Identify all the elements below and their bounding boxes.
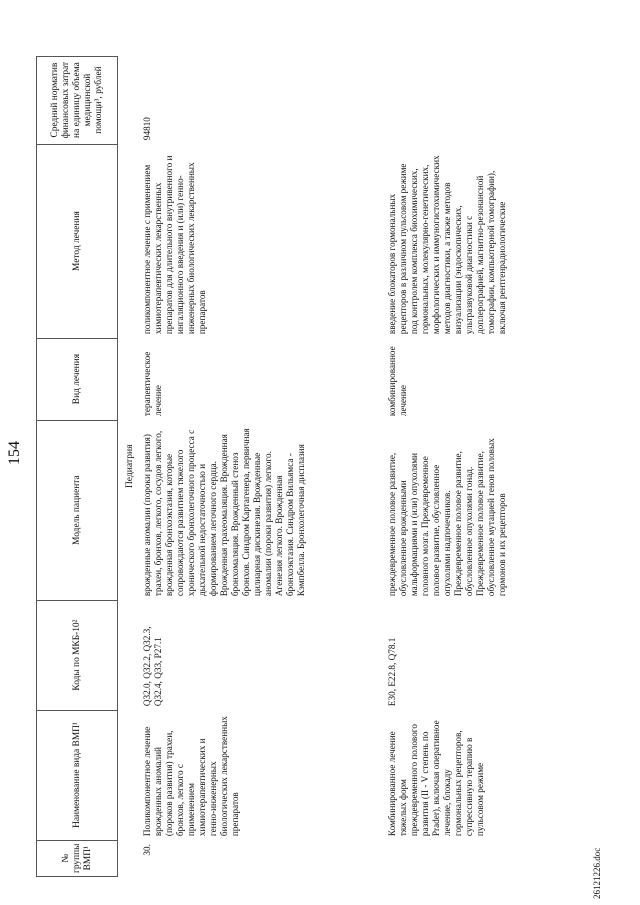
table-row: [139, 56, 385, 876]
cell-patient-model: преждевременное половое развитие, обусловленное врожденными мальформациями и (или) опухолями головного мозга. Преждевременное половое развитие, обусловленное опухолями надпочечников. Преждевременное половое развитие, обусловленное опухолями гонад. Преждевременное половое развитие, обусловленное мутацией генов половых гормонов и их рецепторов: [387, 438, 507, 597]
document-file-id: 26121226.doc: [592, 847, 602, 899]
header-treatment-kind: Вид лечения: [37, 338, 118, 420]
cell-cost-norm: [385, 56, 511, 144]
cell-patient-model: врожденные аномалии (пороки развития) трахеи, бронхов, легкого, сосудов легкого, врожденная бронхоэктазия, которые сопровождаются развитием тяжелого хронического бронхолегочного процесса с дыхательной недостаточностью и формированием легочного сердца. Врожденная трахеомаляция. Врожденная бронхомаляция. Врожденный стеноз бронхов. Синдром Картагенера, первичная цилиарная дискинезия. Врожденные аномалии (пороки развития) легкого. Агенезия легкого. Врожденная бронхоэктазия. Синдром Вильямса - Кэмпбелла. Бронхолегочная дисплазия: [142, 428, 306, 597]
cell-treatment-method: поликомпонентное лечение с применением химиотерапевтических лекарственных препаратов для длительного внутривенного и ингаляционного введения и (или) генно-инженерных биологических лекарственных препаратов: [142, 155, 207, 335]
header-icd-codes: Коды по МКБ-10²: [37, 600, 118, 710]
header-treatment-method: Метод лечения: [37, 144, 118, 338]
header-group-number: № группы ВМП¹: [37, 840, 118, 876]
cell-vmp-name: Комбинированное лечение тяжелых форм преждевременного полового развития (II - V степень по Prader), включая оперативное лечение, блокаду гормональных рецепторов, супрессивную терапию в пульсовом режиме: [387, 720, 485, 837]
table-row: [385, 56, 511, 876]
header-cost-norm: Средний норматив финансовых затрат на единицу объема медицинской помощи³, рублей: [37, 56, 118, 144]
page-number: 154: [6, 441, 23, 465]
cell-treatment-kind: комбинированное лечение: [387, 346, 408, 417]
table-header-row: [37, 56, 118, 876]
cell-group-number: [385, 840, 511, 876]
header-patient-model: Модель пациента: [37, 420, 118, 600]
cell-icd-codes: E30, E22.8, Q78.1: [387, 637, 397, 707]
section-title: Педиатрия: [124, 444, 135, 489]
header-vmp-name: Наименование вида ВМП¹: [37, 710, 118, 840]
section-row: [118, 56, 140, 876]
cell-treatment-method: введение блокаторов гормональных рецепторов в различном пульсовом режиме под контролем комплекса биохимических, гормональных, молекулярно-генетических, морфологических и иммуногистохимических методов диагностики, а также методов визуализации (эндоскопических, ультразвуковой диагностики с доплерографией, магнитно-резонансной томографии, компьютерной томографии), включая рентгенрадиологические: [387, 155, 507, 335]
cell-treatment-kind: терапевтическое лечение: [142, 351, 163, 417]
cell-icd-codes: Q32.0, Q32.2, Q32.3, Q32.4, Q33, P27.1: [142, 626, 163, 707]
cell-group-number: 30.: [142, 844, 152, 856]
cell-vmp-name: Поликомпонентное лечение врожденных аномалий (пороков развития) трахеи, бронхов, легкого с применением химиотерапевтических и генно-инженерных биологических лекарственных препаратов: [142, 716, 240, 837]
treatment-table: [36, 56, 511, 877]
cell-cost-norm: 94810: [142, 117, 152, 141]
